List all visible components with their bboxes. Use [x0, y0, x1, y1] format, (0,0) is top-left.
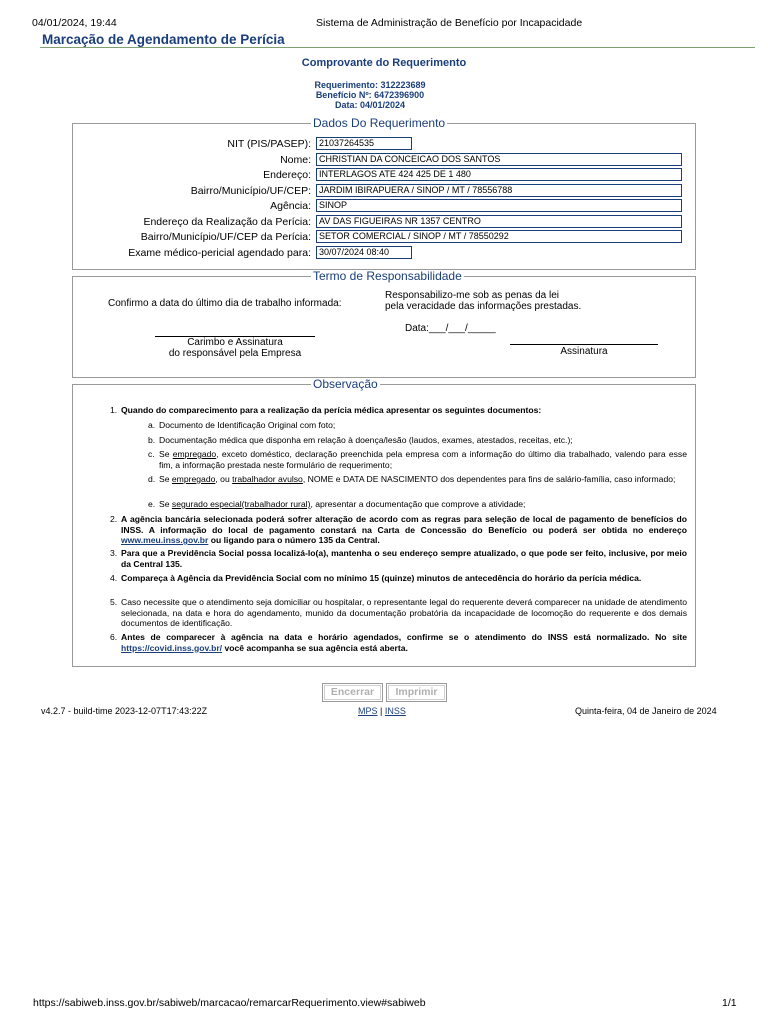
field-row-bairro: [73, 184, 693, 199]
termo-legend: Termo de Responsabilidade: [313, 269, 462, 283]
responsabilizo-line1: Responsabilizo-me sob as penas da lei: [385, 290, 559, 301]
agencia-label: Agência:: [270, 200, 311, 212]
obs-item-1: Quando do comparecimento para a realização da perícia médica apresentar os seguintes documentos:: [121, 405, 542, 415]
endereco-field: INTERLAGOS ATE 424 425 DE 1 480: [316, 168, 682, 181]
field-row-nome: [73, 153, 693, 168]
endereco-pericia-label: Endereço da Realização da Perícia:: [143, 216, 311, 228]
bairro-label: Bairro/Município/UF/CEP:: [190, 185, 311, 197]
bairro-pericia-field: SETOR COMERCIAL / SINOP / MT / 78550292: [316, 230, 682, 243]
obs-number-1: 1.: [110, 405, 118, 415]
endereco-pericia-field: AV DAS FIGUEIRAS NR 1357 CENTRO: [316, 215, 682, 228]
encerrar-button[interactable]: Encerrar: [322, 683, 383, 702]
sub-letter-a: a.: [148, 420, 156, 430]
nit-label: NIT (PIS/PASEP):: [227, 138, 311, 150]
footer-date: Quinta-feira, 04 de Janeiro de 2024: [575, 706, 717, 716]
field-row-endereco-pericia: [73, 215, 693, 230]
carimbo-label-1: Carimbo e Assinatura: [187, 337, 283, 348]
covid-inss-link[interactable]: https://covid.inss.gov.br/: [121, 642, 223, 653]
sub-letter-c: c.: [148, 449, 155, 459]
nome-label: Nome:: [280, 154, 311, 166]
print-system-name: Sistema de Administração de Benefício por Incapacidade: [316, 17, 583, 29]
endereco-label: Endereço:: [263, 169, 311, 181]
document-date: Data: 04/01/2024: [334, 100, 406, 110]
obs-item-4: Compareça à Agência da Previdência Social com no mínimo 15 (quinze) minutos de antecedência do horário da perícia médica.: [121, 573, 642, 583]
field-row-endereco: [73, 168, 693, 183]
agencia-field: SINOP: [316, 199, 682, 212]
inss-link[interactable]: INSS: [384, 706, 406, 716]
meu-inss-link[interactable]: www.meu.inss.gov.br: [121, 535, 209, 545]
responsabilizo-line2: pela veracidade das informações prestadas.: [385, 301, 582, 312]
print-url: https://sabiweb.inss.gov.br/sabiweb/marcacao/remarcarRequerimento.view#sabiweb: [33, 997, 426, 1009]
obs-sub-b: Documentação médica que disponha em relação à doença/lesão (laudos, exames, atestados, receitas, etc.);: [159, 435, 573, 445]
exame-datetime-field: 30/07/2024 08:40: [316, 246, 412, 259]
sub-letter-d: d.: [148, 474, 156, 484]
mps-link[interactable]: MPS: [358, 706, 378, 716]
sub-letter-e: e.: [148, 499, 156, 509]
sub-letter-b: b.: [148, 435, 156, 445]
title-divider: [40, 47, 755, 48]
footer-link-separator: |: [380, 706, 383, 716]
assinatura-label: Assinatura: [560, 346, 608, 357]
obs-item-3: Para que a Previdência Social possa localizá-lo(a), mantenha o seu endereço sempre atualizado, o que pode ser feito, inclusive, por meio da Central 135.: [121, 548, 687, 569]
page-title: Marcação de Agendamento de Perícia: [42, 32, 285, 47]
field-row-exame: [73, 246, 693, 261]
data-field: Data:___/___/_____: [405, 323, 496, 334]
beneficio-number: Benefício Nº: 6472396900: [315, 90, 425, 100]
print-datetime: 04/01/2024, 19:44: [32, 17, 117, 29]
bairro-pericia-label: Bairro/Município/UF/CEP da Perícia:: [140, 231, 311, 243]
nome-field: CHRISTIAN DA CONCEICAO DOS SANTOS: [316, 153, 682, 166]
termo-responsabilidade-section: [72, 270, 696, 378]
version-info: v4.2.7 - build-time 2023-12-07T17:43:22Z: [41, 706, 208, 716]
imprimir-button[interactable]: Imprimir: [386, 683, 447, 702]
requerimento-number: Requerimento: 312223689: [314, 80, 426, 90]
dados-legend: Dados Do Requerimento: [313, 116, 446, 130]
field-row-nit: [73, 137, 693, 152]
footer-links: [358, 706, 406, 716]
field-row-bairro-pericia: [73, 230, 693, 245]
assinatura-line: [510, 344, 658, 345]
carimbo-label-2: do responsável pela Empresa: [168, 348, 302, 359]
obs-number-5: 5.: [110, 597, 118, 607]
obs-item-6: Antes de comparecer à agência na data e horário agendados, confirme se o atendimento do INSS está normalizado. No site https://covid.inss.gov.br/ você acompanha se sua agência está aberta.: [121, 632, 687, 653]
exame-label: Exame médico-pericial agendado para:: [128, 247, 311, 259]
bairro-field: JARDIM IBIRAPUERA / SINOP / MT / 78556788: [316, 184, 682, 197]
obs-sub-a: Documento de Identificação Original com foto;: [159, 420, 336, 430]
field-row-agencia: [73, 199, 693, 214]
obs-item-5: Caso necessite que o atendimento seja domiciliar ou hospitalar, o representante legal do requerente deverá comparecer na unidade de atendimento selecionada, na data e hora do agendamento, munido da documentação probatória da incapacidade de locomoção do requerente e dos demais documentos de identificação.: [121, 597, 687, 628]
print-page-number: 1/1: [722, 997, 737, 1009]
obs-item-2: A agência bancária selecionada poderá sofrer alteração de acordo com as regras para seleção de local de pagamento de benefícios do INSS. A informação do local de pagamento constará na Carta de Concessão do Benefício ou poderá ser obtida no endereço www.meu.inss.gov.br ou ligando para o número 135 da Central.: [121, 514, 687, 545]
obs-number-3: 3.: [110, 548, 118, 558]
confirm-text: Confirmo a data do último dia de trabalho informada:: [108, 298, 342, 309]
obs-sub-e: Se segurado especial(trabalhador rural), apresentar a documentação que comprove a atividade;: [159, 499, 526, 509]
obs-sub-c: Se empregado, exceto doméstico, declaração preenchida pela empresa com a informação do último dia trabalhado, valendo para esse fim, a informação prestada neste formulário de requerimento;: [159, 449, 687, 470]
document-title: Comprovante do Requerimento: [301, 57, 467, 69]
obs-number-6: 6.: [110, 632, 118, 642]
obs-sub-d: Se empregado, ou trabalhador avulso, NOME e DATA DE NASCIMENTO dos dependentes para fins de salário-família, caso informado;: [159, 474, 676, 484]
obs-number-2: 2.: [110, 514, 118, 524]
obs-number-4: 4.: [110, 573, 118, 583]
observacao-legend: Observação: [313, 377, 378, 391]
nit-field: 21037264535: [316, 137, 412, 150]
